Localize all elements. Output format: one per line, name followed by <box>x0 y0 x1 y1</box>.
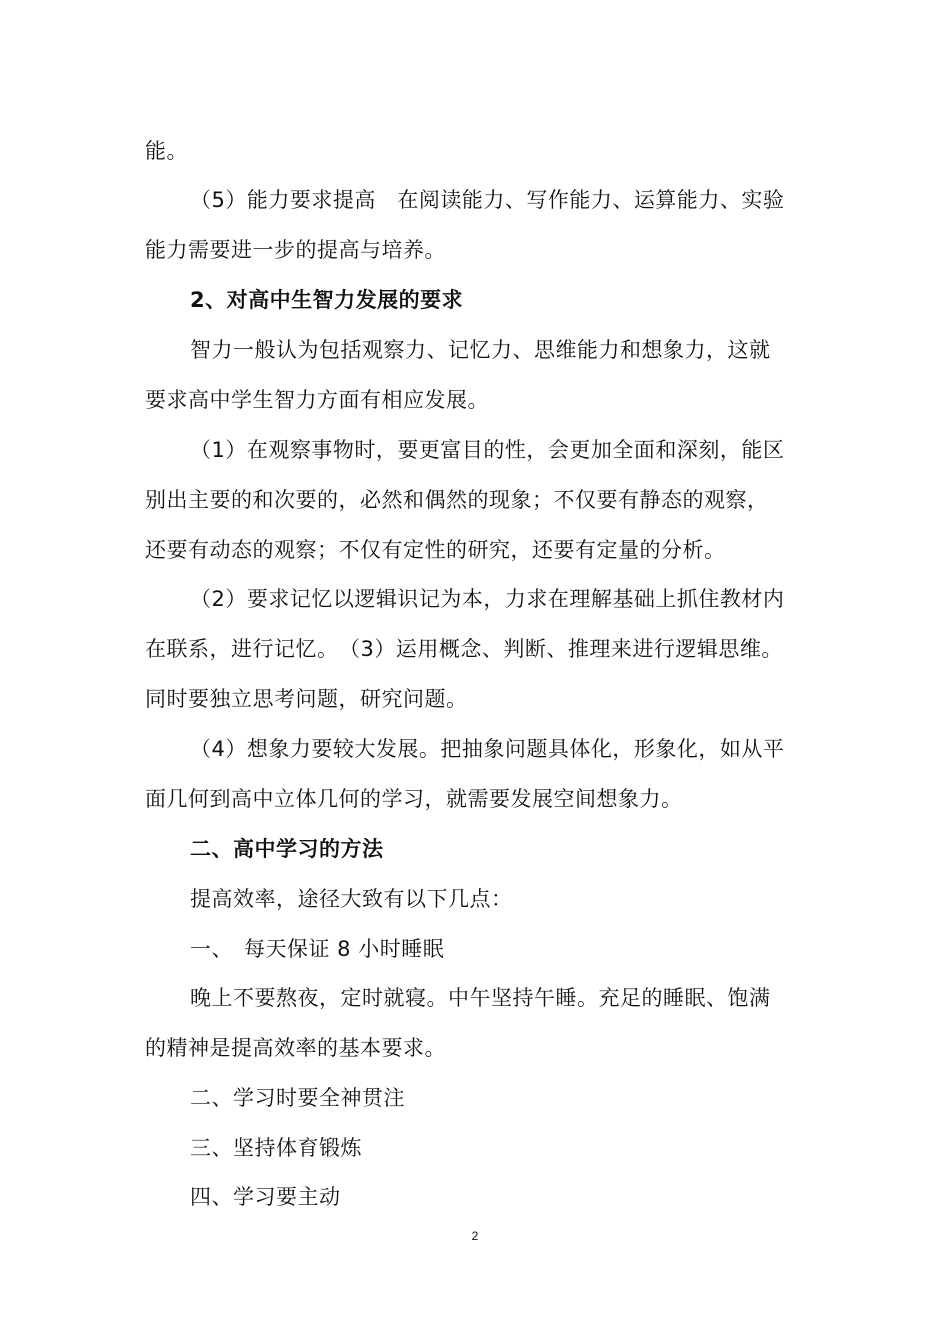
text-line: 三、坚持体育锻炼 <box>190 1136 362 1160</box>
text-line: 二、学习时要全神贯注 <box>190 1086 405 1110</box>
text-line: 提高效率，途径大致有以下几点： <box>190 887 513 911</box>
text-line: 别出主要的和次要的，必然和偶然的现象；不仅要有静态的观察， <box>145 488 769 512</box>
text-line: （2）要求记忆以逻辑识记为本，力求在理解基础上抓住教材内 <box>190 587 785 611</box>
section-heading: 二、高中学习的方法 <box>190 837 384 861</box>
text-line: 一、 每天保证 8 小时睡眠 <box>190 937 445 961</box>
text-line: 智力一般认为包括观察力、记忆力、思维能力和想象力，这就 <box>190 338 771 362</box>
text-line: 要求高中学生智力方面有相应发展。 <box>145 388 489 412</box>
text-line: 的精神是提高效率的基本要求。 <box>145 1036 446 1060</box>
section-heading: 2、对高中生智力发展的要求 <box>190 288 464 312</box>
text-line: 四、学习要主动 <box>190 1185 341 1209</box>
text-line: 晚上不要熬夜，定时就寝。中午坚持午睡。充足的睡眠、饱满 <box>190 986 771 1010</box>
text-line: 面几何到高中立体几何的学习，就需要发展空间想象力。 <box>145 787 683 811</box>
text-line: （1）在观察事物时，要更富目的性，会更加全面和深刻，能区 <box>190 438 785 462</box>
text-line: 还要有动态的观察；不仅有定性的研究，还要有定量的分析。 <box>145 538 726 562</box>
text-line: 在联系，进行记忆。 （3）运用概念、判断、推理来进行逻辑思维。 <box>145 637 783 661</box>
text-line: 同时要独立思考问题，研究问题。 <box>145 687 468 711</box>
text-line: （5）能力要求提高 在阅读能力、写作能力、运算能力、实验 <box>190 188 785 212</box>
page-number: 2 <box>471 1229 479 1243</box>
text-line: 能。 <box>145 139 188 163</box>
text-line: 能力需要进一步的提高与培养。 <box>145 238 446 262</box>
text-line: （4）想象力要较大发展。把抽象问题具体化，形象化，如从平 <box>190 737 785 761</box>
